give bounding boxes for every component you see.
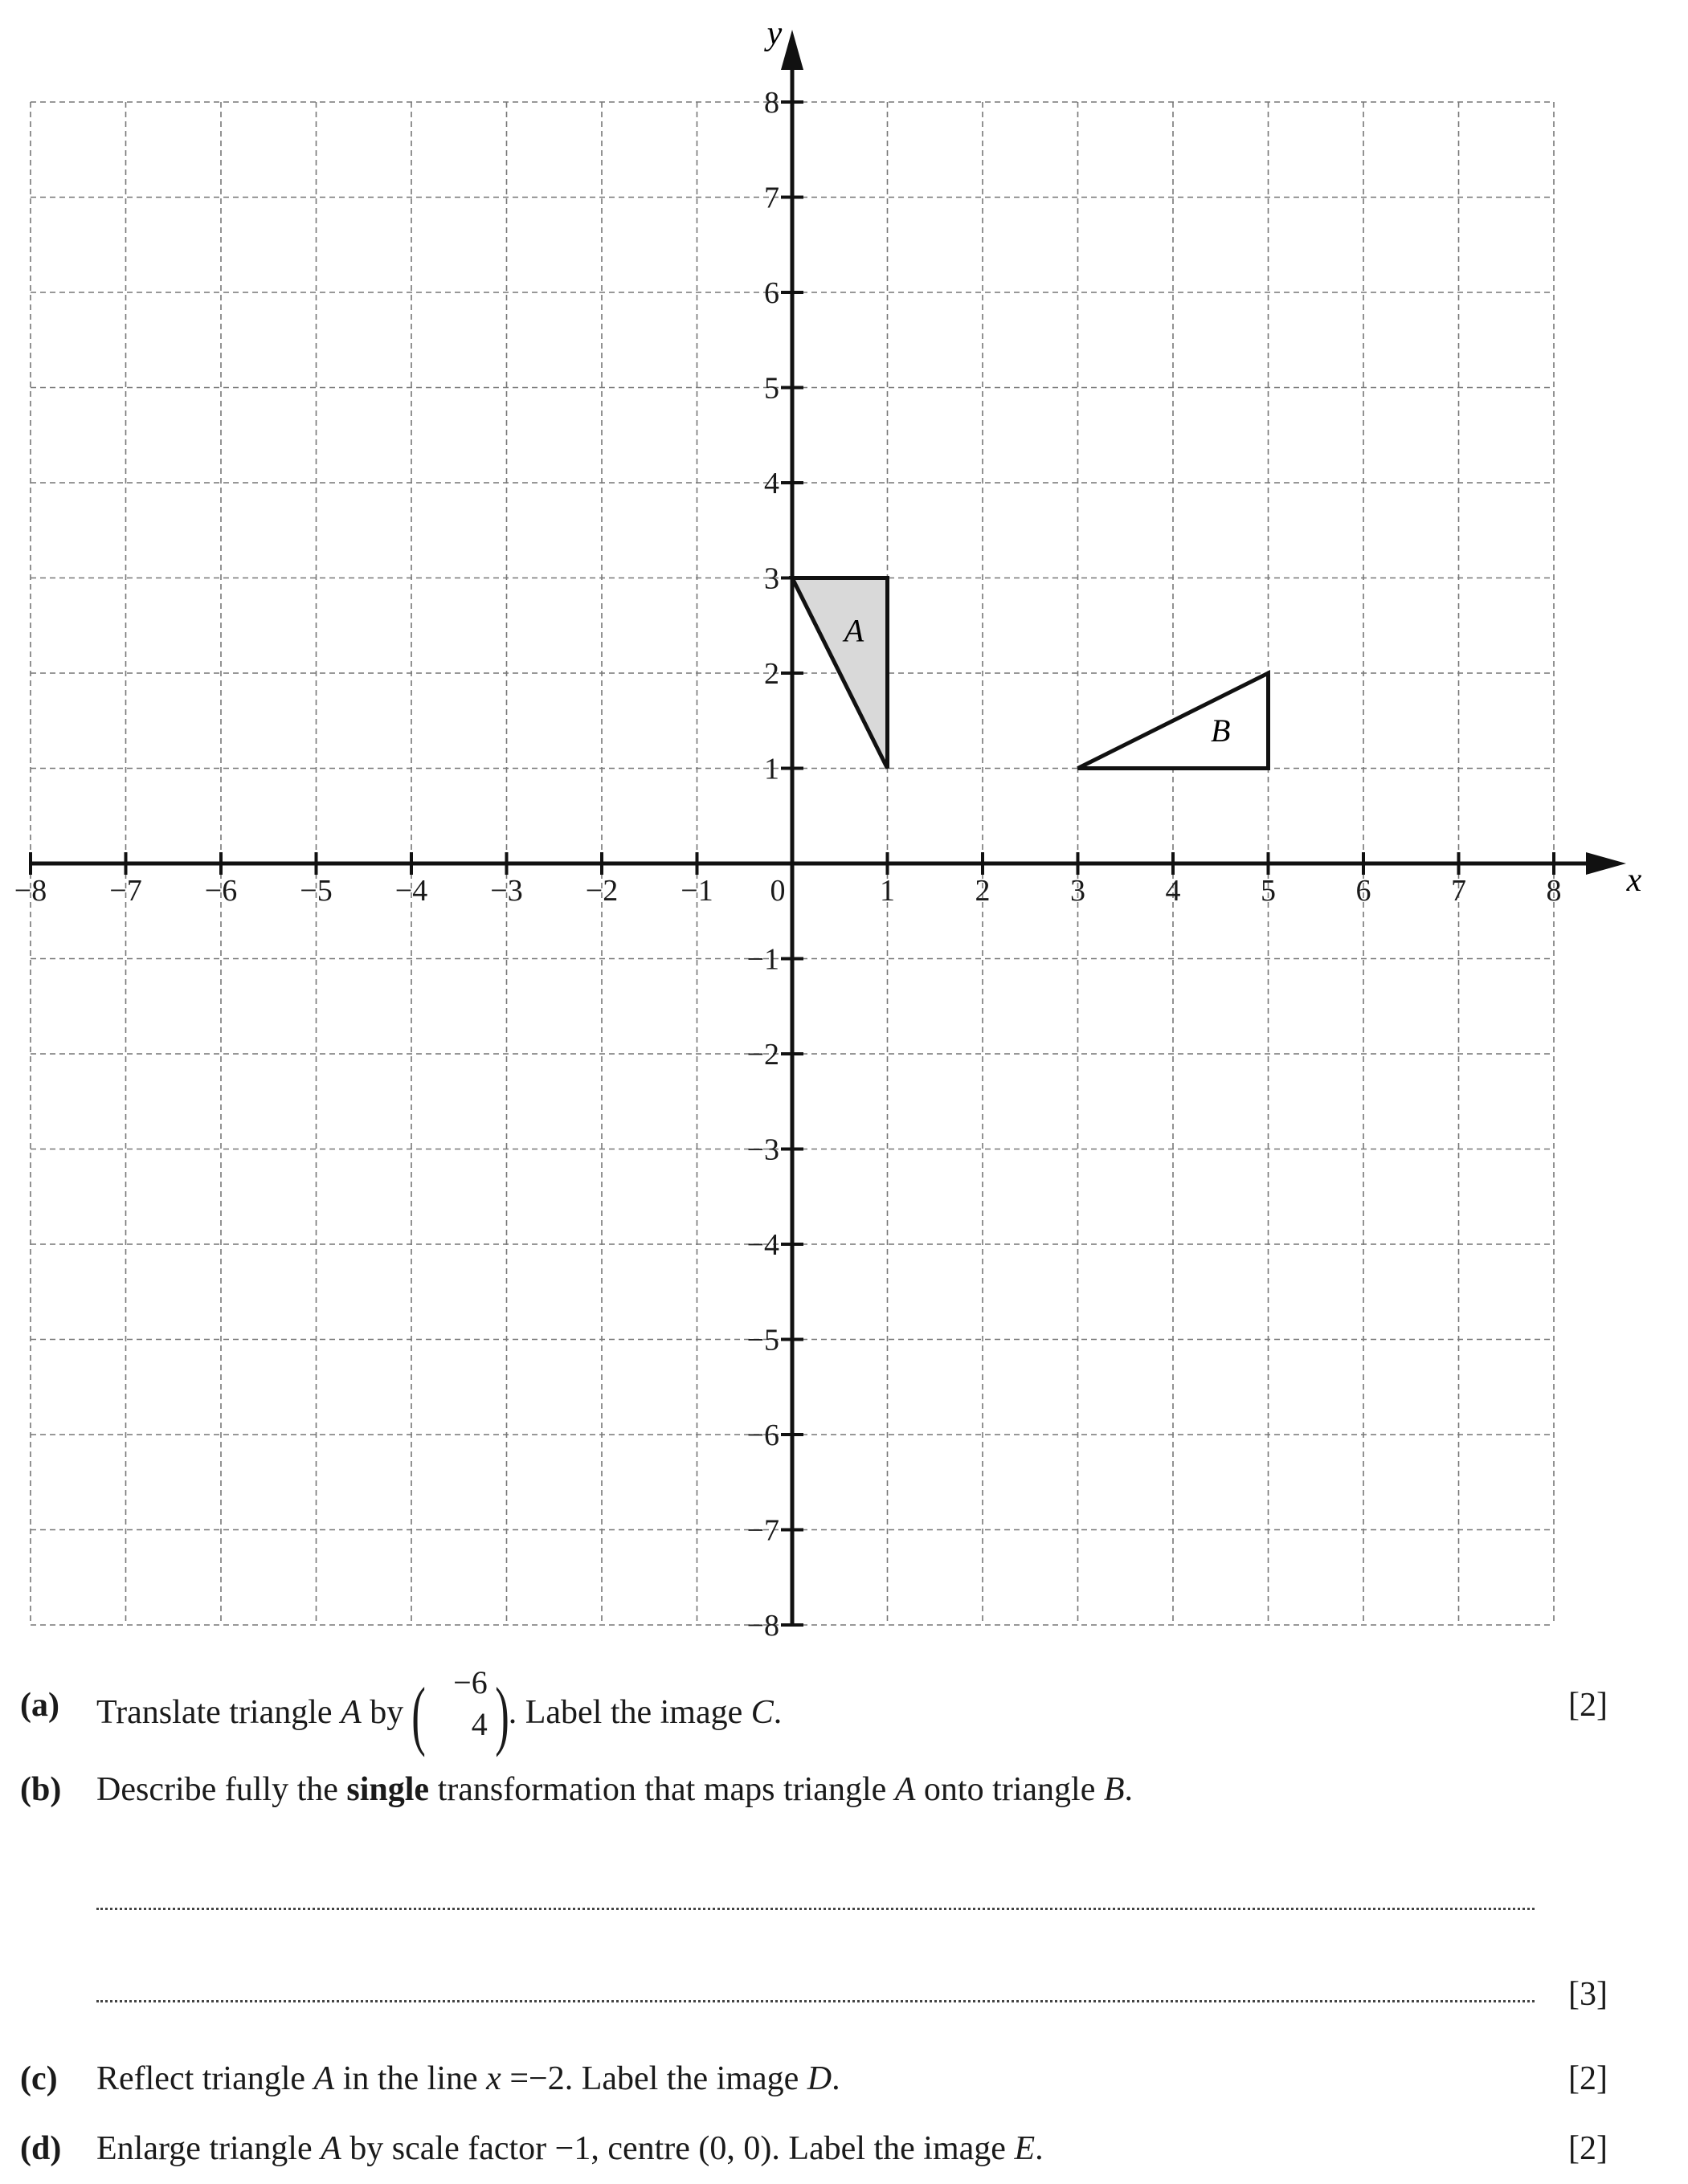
y-tick-label: 3 [764,561,779,596]
question-d [0,2118,1688,2182]
right-parenthesis: ) [494,1672,509,1757]
x-tick-label: −6 [204,874,238,908]
question-d-image-label: E [1014,2130,1036,2167]
question-d-label: (d) [20,2130,62,2167]
question-c [0,2048,1688,2113]
x-axis-arrowhead [1586,852,1626,875]
question-b-marks-row [0,1964,1688,2028]
question-c-text-1: Reflect triangle [96,2060,314,2097]
x-tick-label: 1 [880,874,895,908]
question-b-text-3: onto triangle [915,1771,1104,1808]
y-tick-label: 5 [764,371,779,406]
y-tick-label: 8 [764,86,779,120]
x-tick-label: −3 [490,874,523,908]
x-tick-label: 4 [1165,874,1181,908]
y-tick-label: 2 [764,657,779,691]
question-c-label: (c) [20,2060,58,2097]
y-tick-label: −4 [746,1228,779,1262]
question-a-end: . [773,1694,783,1731]
question-d-var: A [321,2130,341,2167]
x-tick-label: 8 [1546,874,1562,908]
triangle-b-label: B [1211,712,1231,749]
question-b-end: . [1124,1771,1134,1808]
y-tick-label: −1 [746,942,779,977]
question-b-marks: [3] [1568,1976,1608,2013]
y-tick-label: −7 [746,1513,779,1548]
triangle-a-label: A [844,612,864,649]
question-b-bold: single [346,1771,430,1808]
x-tick-label: 6 [1355,874,1371,908]
x-tick-label: −5 [300,874,333,908]
y-tick-label: −5 [746,1323,779,1357]
question-c-eq-var: x [486,2060,501,2097]
x-tick-label: 7 [1451,874,1466,908]
question-b-text-1: Describe fully the [96,1771,347,1808]
question-c-var: A [313,2060,335,2097]
question-c-end: . [832,2060,840,2097]
question-d-text-2: by scale factor −1, centre (0, 0). Label the image [341,2130,1015,2167]
question-a-text-1: Translate triangle [96,1694,341,1731]
x-tick-label: 3 [1070,874,1085,908]
question-a-label: (a) [20,1687,59,1724]
translation-vector [411,1664,509,1757]
question-a-text-2: by [361,1694,404,1731]
y-tick-label: −6 [746,1419,779,1452]
y-tick-label: −3 [746,1133,779,1167]
y-tick-label: 6 [764,276,779,310]
x-tick-label: 5 [1261,874,1276,908]
y-axis-label: y [766,15,783,52]
question-c-text [96,2059,840,2098]
y-tick-label: −2 [746,1038,779,1072]
y-tick-label: −8 [746,1609,779,1643]
x-tick-label: −1 [681,874,713,908]
question-c-marks: [2] [1568,2060,1608,2097]
question-d-end: . [1035,2130,1044,2167]
question-a-image-label: C [750,1694,774,1731]
question-d-marks: [2] [1568,2130,1608,2167]
answer-line-1[interactable] [96,1908,1535,1910]
question-a-marks: [2] [1568,1687,1608,1724]
question-c-image-label: D [807,2060,832,2097]
left-parenthesis: ( [411,1672,426,1757]
y-axis-arrowhead [781,30,803,70]
question-c-text-2: in the line [334,2060,487,2097]
question-b-text-2: transformation that maps triangle [429,1771,895,1808]
x-tick-label: 0 [770,874,786,908]
question-b-var-2: B [1103,1771,1125,1808]
question-c-text-3: =−2. Label the image [501,2060,807,2097]
vector-bottom: 4 [471,1706,488,1742]
axes [31,30,1626,1625]
question-b-text [96,1770,1133,1809]
question-b [0,1759,1688,1823]
x-tick-label: −2 [585,874,619,908]
question-a-text-3: . Label the image [508,1694,751,1731]
y-tick-label: 4 [764,467,779,500]
question-d-text [96,2129,1044,2168]
x-tick-label: −7 [109,874,142,908]
triangle-b [1078,673,1269,769]
question-b-var-1: A [894,1771,916,1808]
x-tick-label: −8 [14,874,47,908]
y-tick-label: 1 [764,752,779,786]
vector-top: −6 [453,1664,488,1700]
y-tick-label: 7 [764,181,779,215]
x-axis-label: x [1626,862,1642,899]
question-b-label: (b) [20,1771,62,1808]
question-a-var: A [341,1694,362,1731]
question-a [0,1664,1688,1757]
question-d-text-1: Enlarge triangle [96,2130,321,2167]
question-a-text [96,1664,783,1757]
x-tick-label: 2 [975,874,991,908]
x-tick-label: −4 [394,874,428,908]
